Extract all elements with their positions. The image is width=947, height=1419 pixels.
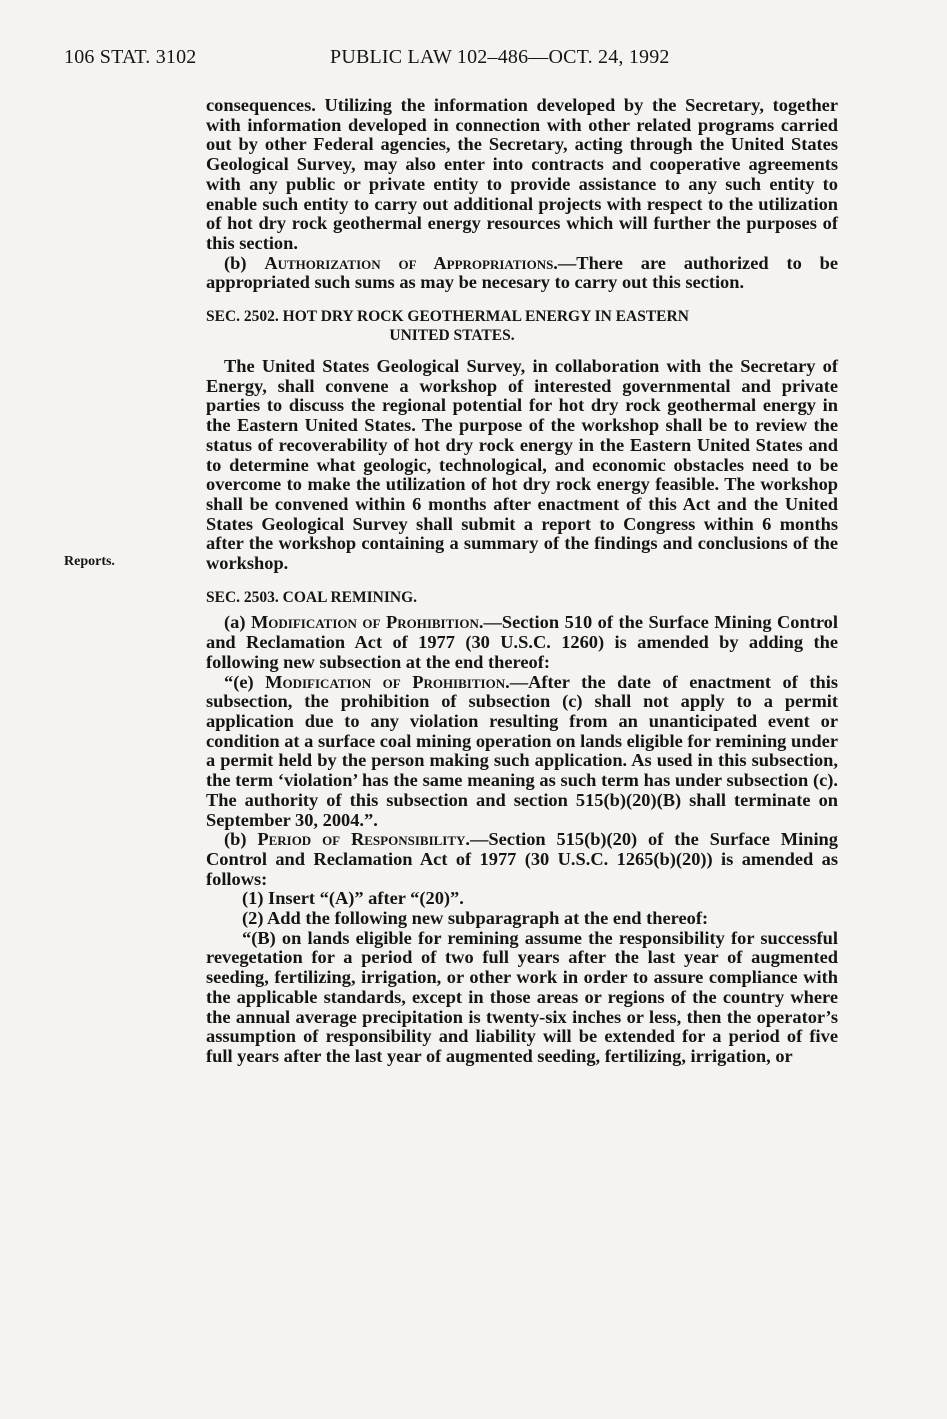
subsection-label: “(e) (224, 671, 266, 692)
law-title: PUBLIC LAW 102–486—OCT. 24, 1992 (330, 46, 670, 68)
section-2503-heading: SEC. 2503. COAL REMINING. (206, 588, 417, 606)
quoted-subsection-e (206, 673, 838, 831)
margin-note-reports: Reports. (64, 554, 115, 569)
subsection-label: (b) (224, 252, 265, 273)
subsection-text: —There are authorized to be appropriated such sums as may be necesary to carry out this section. (206, 252, 838, 293)
stat-citation: 106 STAT. 3102 (64, 46, 197, 68)
quoted-subparagraph-b: “(B) on lands eligible for remining assume the responsibility for successful revegetation for a period of two full years after the last year of augmented seeding, fertilizing, irrigation, or other work in order to assure compliance with the applicable standards, except in those areas or regions of the country where the annual average precipitation is twenty-six inches or less, then the operator’s assumption of responsibility and liability will be extended for a period of five full years after the last year of augmented seeding, fertilizing, irrigation, or (206, 927, 838, 1066)
subsection-a-modification (206, 613, 838, 672)
subsection-b-appropriations (206, 254, 838, 293)
section-2502-heading-line1: SEC. 2502. HOT DRY ROCK GEOTHERMAL ENERGY IN EASTERN (206, 308, 689, 326)
subsection-text: —Section 515(b)(20) of the Surface Mining Control and Reclamation Act of 1977 (30 U.S.C. 1265(b)(20)) is amended as follows: (206, 829, 838, 889)
section-2502-heading (206, 307, 838, 345)
section-2502-body: The United States Geological Survey, in collaboration with the Secretary of Energy, shall convene a workshop of interested governmental and private parties to discuss the regional potential for hot dry rock geothermal energy in the Eastern United States. The purpose of the workshop shall be to review the status of recoverability of hot dry rock energy in the Eastern United States and to determine what geologic, technological, and economic obstacles need to be overcome to make the utilization of hot dry rock energy feasible. The workshop shall be convened within 6 months after enactment of this Act and the United States Geological Survey shall submit a report to Congress within 6 months after the workshop containing a summary of the findings and conclusions of the workshop. (206, 356, 838, 574)
subsection-heading: Modification of Prohibition. (265, 671, 510, 692)
subsection-label: (a) (224, 612, 251, 633)
subsection-heading: Authorization of Appropriations. (264, 252, 558, 273)
paragraph-consequences: consequences. Utilizing the information developed by the Secretary, together with information developed in connection with other related programs carried out by other Federal agencies, the Secretary, acting through the United States Geological Survey, may also enter into contracts and cooperative agreements with any public or private entity to provide assistance to any such entity to enable such entity to carry out additional projects with respect to the utilization of hot dry rock geothermal energy resources which will further the purposes of this section. (206, 95, 838, 253)
subsection-label: (b) (224, 829, 258, 850)
subsection-heading: Modification of Prohibition. (250, 612, 484, 633)
subsection-heading: Period of Responsibility. (257, 829, 471, 850)
subsection-text: —After the date of enactment of this subsection, the prohibition of subsection (c) shall not apply to a permit application due to any violation resulting from an unanticipated event or condition at a surface coal mining operation on lands eligible for remining under a permit held by the person making such application. As used in this subsection, the term ‘violation’ has the same meaning as such term has under subsection (c). The authority of this subsection and section 515(b)(20)(B) shall terminate on September 30, 2004.”. (206, 671, 838, 830)
subsection-b-period (206, 830, 838, 889)
paragraph-item-2: (2) Add the following new subparagraph at the end thereof: (242, 908, 709, 929)
paragraph-item-1: (1) Insert “(A)” after “(20)”. (242, 888, 464, 909)
section-2502-heading-line2: UNITED STATES. (389, 327, 515, 345)
main-text-column (206, 96, 838, 1067)
subsection-text: —Section 510 of the Surface Mining Control and Reclamation Act of 1977 (30 U.S.C. 1260) is amended by adding the following new subsection at the end thereof: (206, 612, 838, 672)
